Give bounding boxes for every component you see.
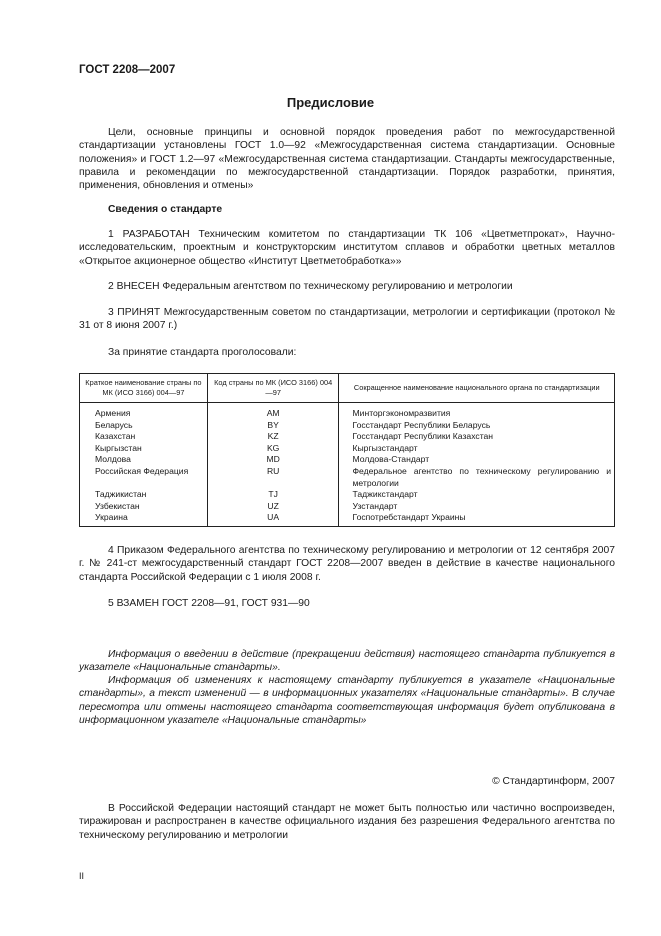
voting-countries-table xyxy=(79,373,615,527)
table-row xyxy=(80,431,615,443)
item-adopted: 3 ПРИНЯТ Межгосударственным советом по стандартизации, метрологии и сертификации (протокол № 31 от 8 июня 2007 г.) xyxy=(79,307,615,332)
table-row xyxy=(80,512,615,526)
table-row xyxy=(80,420,615,432)
item-introduced: 2 ВНЕСЕН Федеральным агентством по техническому регулированию и метрологии xyxy=(108,281,513,292)
notice-publication: Информация о введении в действие (прекращении действия) настоящего стандарта публикуется в указателе «Национальные стандарты». xyxy=(79,649,615,674)
standards-body: Федеральное агентство по техническому регулированию и метрологии xyxy=(339,466,615,489)
standards-body: Госстандарт Республики Беларусь xyxy=(339,420,615,432)
country-code: AM xyxy=(207,403,339,420)
copyright-line: © Стандартинформ, 2007 xyxy=(492,776,615,787)
country-code: BY xyxy=(207,420,339,432)
standards-body: Кыргызстандарт xyxy=(339,443,615,455)
item-enacted: 4 Приказом Федерального агентства по техническому регулированию и метрологии от 12 сентября 2007 г. № 241-ст межгосударственный стандарт ГОСТ 2208—2007 введен в действие в качестве национального стандарта Российской Федерации с 1 июля 2008 г. xyxy=(79,545,615,583)
country-name: Беларусь xyxy=(80,420,208,432)
country-name: Молдова xyxy=(80,454,208,466)
country-name: Казахстан xyxy=(80,431,208,443)
standards-body: Минторгэкономразвития xyxy=(339,403,615,420)
table-row xyxy=(80,443,615,455)
page-number: II xyxy=(79,871,85,881)
standard-info-heading: Сведения о стандарте xyxy=(108,204,223,215)
item-developed: 1 РАЗРАБОТАН Техническим комитетом по стандартизации ТК 106 «Цветметпрокат», Научно-исследовательским, проектным и конструкторским институтом сплавов и обработки цветных металлов «Открытое акционерное общество «Институт Цветметобработка»» xyxy=(79,229,615,267)
legal-notice: В Российской Федерации настоящий стандарт не может быть полностью или частично воспроизведен, тиражирован и распространен в качестве официального издания без разрешения Федерального агентства по техническому регулированию и метрологии xyxy=(79,803,615,841)
country-name: Узбекистан xyxy=(80,501,208,513)
country-code: KZ xyxy=(207,431,339,443)
column-header-code: Код страны по МК (ИСО 3166) 004—97 xyxy=(207,374,339,403)
table-header-row xyxy=(80,374,615,403)
country-code: RU xyxy=(207,466,339,489)
country-name: Армения xyxy=(80,403,208,420)
standards-body: Узстандарт xyxy=(339,501,615,513)
standards-body: Молдова-Стандарт xyxy=(339,454,615,466)
column-header-body: Сокращенное наименование национального органа по стандартизации xyxy=(339,374,615,403)
country-code: KG xyxy=(207,443,339,455)
table-row xyxy=(80,466,615,489)
table-row xyxy=(80,501,615,513)
country-code: UA xyxy=(207,512,339,526)
table-row xyxy=(80,489,615,501)
table-row xyxy=(80,454,615,466)
running-header: ГОСТ 2208—2007 xyxy=(79,64,176,76)
voted-label: За принятие стандарта проголосовали: xyxy=(108,347,297,358)
notice-changes: Информация об изменениях к настоящему стандарту публикуется в указателе «Национальные стандарты», а текст изменений — в информационных указателях «Национальные стандарты». В случае пересмотра или отмены настоящего стандарта соответствующая информация будет опубликована в информационном указателе «Национальные стандарты» xyxy=(79,675,615,726)
standards-body: Госпотребстандарт Украины xyxy=(339,512,615,526)
standards-body: Госстандарт Республики Казахстан xyxy=(339,431,615,443)
country-name: Украина xyxy=(80,512,208,526)
country-code: UZ xyxy=(207,501,339,513)
standards-body: Таджикстандарт xyxy=(339,489,615,501)
page-title: Предисловие xyxy=(286,95,375,110)
table-row xyxy=(80,403,615,420)
column-header-country: Краткое наименование страны по МК (ИСО 3166) 004—97 xyxy=(80,374,208,403)
country-code: TJ xyxy=(207,489,339,501)
item-replaces: 5 ВЗАМЕН ГОСТ 2208—91, ГОСТ 931—90 xyxy=(108,598,310,609)
country-name: Российская Федерация xyxy=(80,466,208,489)
country-name: Таджикистан xyxy=(80,489,208,501)
intro-paragraph: Цели, основные принципы и основной порядок проведения работ по межгосударственной стандартизации установлены ГОСТ 1.0—92 «Межгосударственная система стандартизации. Основные положения» и ГОСТ 1.2—97 «Межгосударственная система стандартизации. Стандарты межгосударственные, правила и рекомендации по межгосударственной стандартизации. Порядок разработки, принятия, применения, обновления и отмены» xyxy=(79,127,615,192)
country-name: Кыргызстан xyxy=(80,443,208,455)
country-code: MD xyxy=(207,454,339,466)
